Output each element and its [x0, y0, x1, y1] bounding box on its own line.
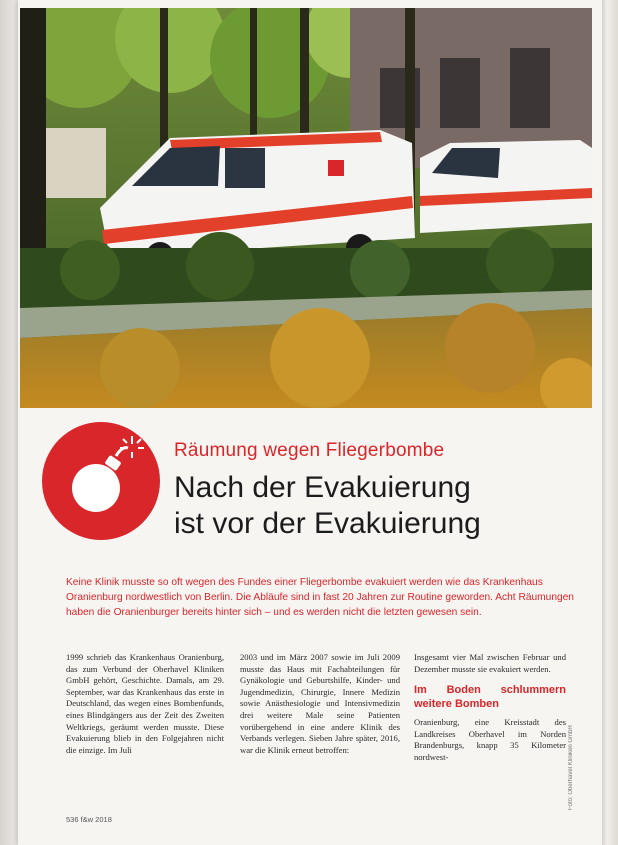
body-column-2: 2003 und im März 2007 sowie im Juli 2009 musste das Haus mit Fachabteilungen für Gynäkologie und Geburtshilfe, Kinder- und Jugendmedizin, Chirurgie, Innere Medizin sowie Anästhesiologie und Intensivmedizin drei weitere Male seine Patienten vorübergehend in eine andere Klinik des Verbands verlegen. Sieben Jahre später, 2016, war die Klinik erneut betroffen:	[240, 652, 400, 755]
section-subhead: Im Boden schlummern weitere Bomben	[414, 684, 566, 711]
headline-line-2: ist vor der Evakuierung	[174, 507, 481, 540]
body-column-1: 1999 schrieb das Krankenhaus Oranienburg, das zum Verbund der Oberhavel Kliniken GmbH gehört, Geschichte. Damals, am 29. September, war das Krankenhaus das erste in Deutschland, das wegen eines Bombenfunds, eines Blindgängers aus der Zeit des Zweiten Weltkriegs, geräumt werden musste. Diese Evakuierung blieb in den Folgejahren nicht die einzige. Im Juli	[66, 652, 224, 755]
ambulance-photo	[20, 8, 592, 408]
headline-line-1: Nach der Evakuierung	[174, 471, 471, 504]
page-edge-right	[600, 0, 618, 845]
col3-paragraph-1: Insgesamt vier Mal zwischen Februar und Dezember musste sie evakuiert werden.	[414, 652, 566, 674]
bomb-icon	[42, 422, 160, 540]
photo-credit: Foto: Oberhavel Kliniken GmbH	[568, 725, 574, 810]
body-column-3	[414, 652, 566, 764]
page-folio: 536 f&w 2018	[66, 815, 112, 824]
col3-paragraph-2: Oranienburg, eine Kreisstadt des Landkreises Oberhavel im Norden Brandenburgs, knapp 35 Kilometer nordwest-	[414, 717, 566, 762]
article-headline	[174, 470, 574, 542]
article-intro: Keine Klinik musste so oft wegen des Fundes einer Fliegerbombe evakuiert werden wie das Krankenhaus Oranienburg nordwestlich von Berlin. Die Abläufe sind in fast 20 Jahren zur Routine geworden. Acht Räumungen haben die Oranienburger bereits hinter sich – und es werden nicht die letzten gewesen sein.	[66, 577, 574, 618]
page-gutter-left	[0, 0, 18, 845]
article-kicker: Räumung wegen Fliegerbombe	[174, 440, 445, 461]
bomb-badge	[42, 422, 160, 540]
